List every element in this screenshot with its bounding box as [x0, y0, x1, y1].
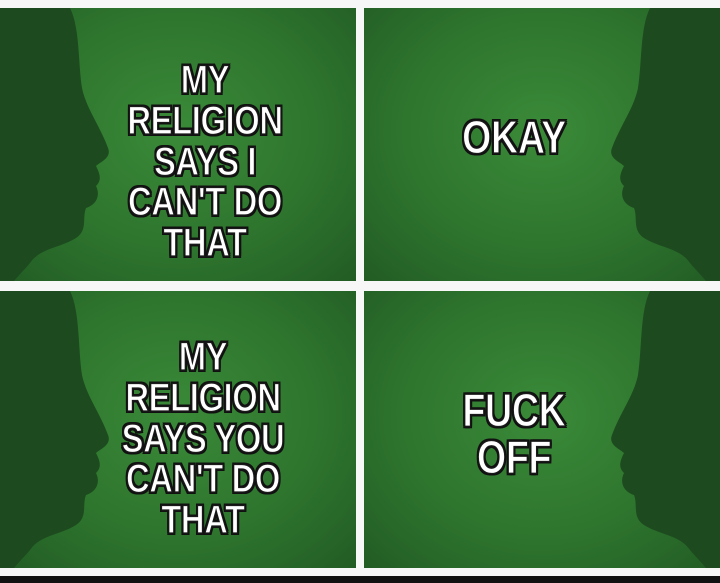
panel-top-right [364, 8, 720, 281]
panel-bottom-right [364, 291, 720, 568]
bottom-edge-bar [0, 576, 720, 583]
head-silhouette-right-icon [590, 8, 720, 281]
caption-text: MY RELIGION SAYS I CAN'T DO THAT [127, 58, 283, 266]
caption-text: MY RELIGION SAYS YOU CAN'T DO THAT [121, 335, 285, 543]
caption-text: FUCK OFF [462, 384, 566, 483]
panel-top-left [0, 8, 356, 281]
head-silhouette-right-icon [590, 291, 720, 568]
panel-bottom-left [0, 291, 356, 568]
caption-text: OKAY [462, 111, 566, 163]
